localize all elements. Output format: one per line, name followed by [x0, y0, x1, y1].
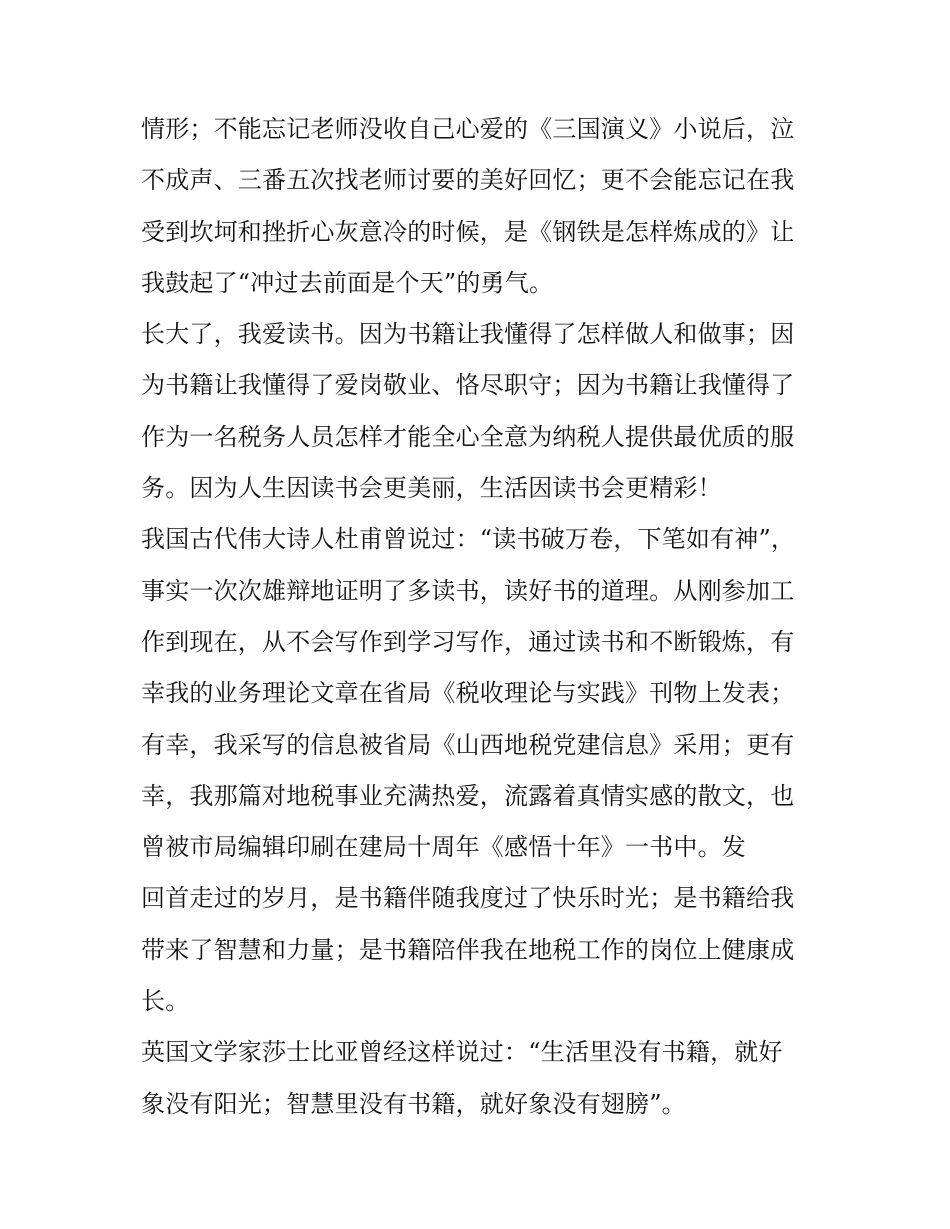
text-line: 为书籍让我懂得了爱岗敬业、恪尽职守；因为书籍让我懂得了 [141, 371, 795, 400]
text-line: 受到坎坷和挫折心灰意冷的时候，是《钢铁是怎样炼成的》让 [141, 217, 795, 246]
text-line: 事实一次次雄辩地证明了多读书，读好书的道理。从刚参加工 [141, 576, 795, 605]
text-line: 作为一名税务人员怎样才能全心全意为纳税人提供最优质的服 [141, 422, 795, 451]
text-line: 象没有阳光；智慧里没有书籍，就好象没有翅膀”。 [141, 1089, 686, 1118]
text-line: 带来了智慧和力量；是书籍陪伴我在地税工作的岗位上健康成 [141, 935, 795, 964]
text-line: 不成声、三番五次找老师讨要的美好回忆；更不会能忘记在我 [141, 166, 795, 195]
text-line: 曾被市局编辑印刷在建局十周年《感悟十年》一书中。发 [141, 833, 746, 862]
text-line: 作到现在，从不会写作到学习写作，通过读书和不断锻炼，有 [141, 627, 795, 656]
text-line: 情形；不能忘记老师没收自己心爱的《三国演义》小说后，泣 [141, 115, 795, 143]
text-line: 幸我的业务理论文章在省局《税收理论与实践》刊物上发表； [141, 679, 795, 708]
text-line: 务。因为人生因读书会更美丽，生活因读书会更精彩！ [141, 474, 722, 503]
text-line: 长。 [141, 987, 190, 1016]
text-line: 有幸，我采写的信息被省局《山西地税党建信息》采用；更有 [141, 730, 795, 759]
text-line: 我国古代伟大诗人杜甫曾说过：“读书破万卷，下笔如有神”， [141, 525, 796, 554]
text-line: 英国文学家莎士比亚曾经这样说过：“生活里没有书籍，就好 [141, 1038, 783, 1067]
text-line: 幸，我那篇对地税事业充满热爱，流露着真情实感的散文，也 [141, 781, 795, 810]
document-body [141, 104, 813, 1130]
text-line: 我鼓起了“冲过去前面是个天”的勇气。 [141, 268, 554, 297]
text-line: 回首走过的岁月，是书籍伴随我度过了快乐时光；是书籍给我 [141, 884, 795, 913]
text-line: 长大了，我爱读书。因为书籍让我懂得了怎样做人和做事；因 [141, 320, 795, 349]
